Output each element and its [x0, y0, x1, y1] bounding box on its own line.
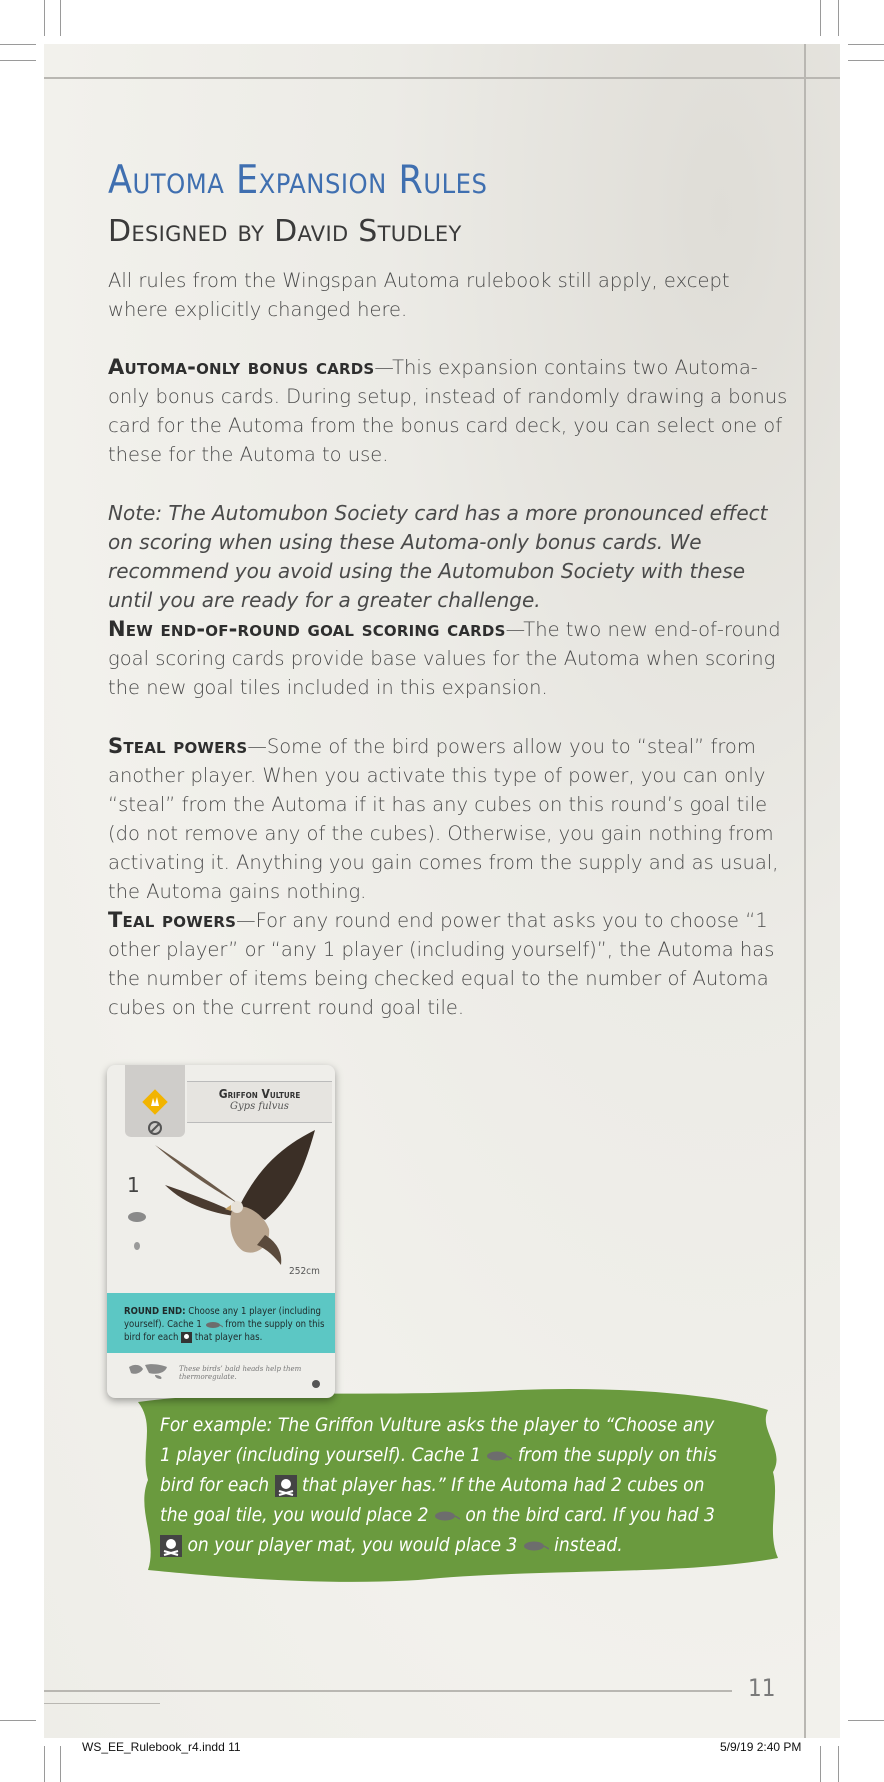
crop-mark: [60, 0, 61, 36]
card-flavor-text: These birds’ bald heads help them thermoregulate.: [179, 1365, 302, 1381]
crop-mark: [838, 0, 839, 36]
page-title: Automa Expansion Rules: [108, 158, 488, 203]
card-wingspan: 252cm: [289, 1266, 320, 1277]
rodent-icon: [205, 1321, 223, 1329]
example-text-part: from the supply on this bird for each: [160, 1444, 717, 1496]
section-lead: Teal powers: [108, 908, 237, 932]
page-subtitle: Designed by David Studley: [108, 214, 462, 249]
bottom-rule-short: [44, 1703, 160, 1704]
nest-icon: [127, 1211, 147, 1223]
section-body: —For any round end power that asks you to choose “1 other player” or “any 1 player (including yourself)”, the Automa has the number of items being checked equal to the number of Automa cubes on the current round goal tile.: [108, 909, 775, 1019]
section-lead: Automa-only bonus cards: [108, 355, 375, 379]
crop-mark: [820, 1746, 821, 1782]
griffon-vulture-card: [107, 1065, 335, 1398]
crop-mark: [60, 1746, 61, 1782]
power-text: from the supply on this bird for each: [124, 1319, 325, 1343]
crop-mark: [848, 1720, 884, 1721]
example-text-part: For example: The Griffon Vulture asks the player to “Choose any 1 player (including yourself). Cache 1: [160, 1414, 715, 1466]
rodent-icon: [523, 1540, 549, 1552]
section-body: —Some of the bird powers allow you to “steal” from another player. When you activate this type of power, you can only “steal” from the Automa if it has any cubes on this round’s goal tile (do not remove any of the cubes). Otherwise, you gain nothing from activating it. Anything you gain comes from the supply and as usual, the Automa gains nothing.: [108, 735, 779, 903]
crop-mark: [44, 1746, 45, 1782]
egg-icon: [133, 1241, 141, 1251]
example-text-part: instead.: [554, 1534, 623, 1556]
crop-mark: [820, 0, 821, 36]
vulture-illustration: [145, 1125, 325, 1285]
skull-crossbones-icon: [181, 1332, 192, 1343]
crop-mark: [838, 1746, 839, 1782]
crop-mark: [0, 60, 36, 61]
power-label: ROUND END:: [124, 1306, 186, 1317]
top-rule: [44, 77, 840, 79]
card-corner-icon: [311, 1379, 321, 1389]
card-points: 1: [127, 1173, 140, 1197]
slug-file: WS_EE_Rulebook_r4.indd 11: [82, 1740, 241, 1754]
section-automa-only-bonus-cards: [108, 353, 788, 469]
example-text-part: that player has.” If the Automa had 2 cubes on the goal tile, you would place 2: [160, 1474, 705, 1526]
skull-crossbones-icon: [275, 1475, 297, 1497]
right-rule: [804, 44, 806, 1738]
world-map-icon: [127, 1361, 171, 1381]
card-power-text: [107, 1293, 335, 1353]
example-text: [160, 1410, 720, 1560]
card-latin-name: Gyps fulvus: [230, 1101, 289, 1112]
intro-paragraph: All rules from the Wingspan Automa rulebook still apply, except where explicitly changed here.: [108, 269, 730, 321]
section-teal-powers: [108, 906, 788, 1022]
note-paragraph: Note: The Automubon Society card has a more pronounced effect on scoring when using these Automa-only bonus cards. We recommend you avoid using the Automubon Society with these until you are ready for a greater challenge.: [108, 501, 768, 612]
card-name: Griffon Vulture: [218, 1087, 301, 1101]
crop-mark: [0, 44, 36, 45]
crop-mark: [848, 44, 884, 45]
crop-mark: [0, 1720, 36, 1721]
section-body: —The two new end-of-round goal scoring cards provide base values for the Automa when scoring the new goal tiles included in this expansion.: [108, 618, 781, 699]
crop-mark: [44, 0, 45, 36]
section-goal-scoring-cards: [108, 615, 788, 702]
section-body: —This expansion contains two Automa-only bonus cards. During setup, instead of randomly drawing a bonus card for the Automa from the bonus card deck, you can select one of these for the Automa to use.: [108, 356, 788, 466]
example-text-part: on the bird card. If you had 3: [465, 1504, 715, 1526]
card-nameplate: [187, 1081, 332, 1123]
section-steal-powers: [108, 732, 788, 906]
section-lead: Steal powers: [108, 734, 248, 758]
bottom-rule: [44, 1690, 732, 1692]
page-number: 11: [748, 1674, 776, 1702]
skull-crossbones-icon: [160, 1535, 182, 1557]
power-text: Choose any 1 player (including yourself). Cache 1: [124, 1306, 321, 1330]
example-text-part: on your player mat, you would place 3: [187, 1534, 518, 1556]
crop-mark: [848, 60, 884, 61]
power-text: that player has.: [194, 1332, 263, 1343]
rodent-icon: [486, 1450, 512, 1462]
slug-date: 5/9/19 2:40 PM: [720, 1740, 802, 1754]
section-lead: New end-of-round goal scoring cards: [108, 617, 506, 641]
predator-icon: [140, 1087, 170, 1117]
rodent-icon: [434, 1510, 460, 1522]
